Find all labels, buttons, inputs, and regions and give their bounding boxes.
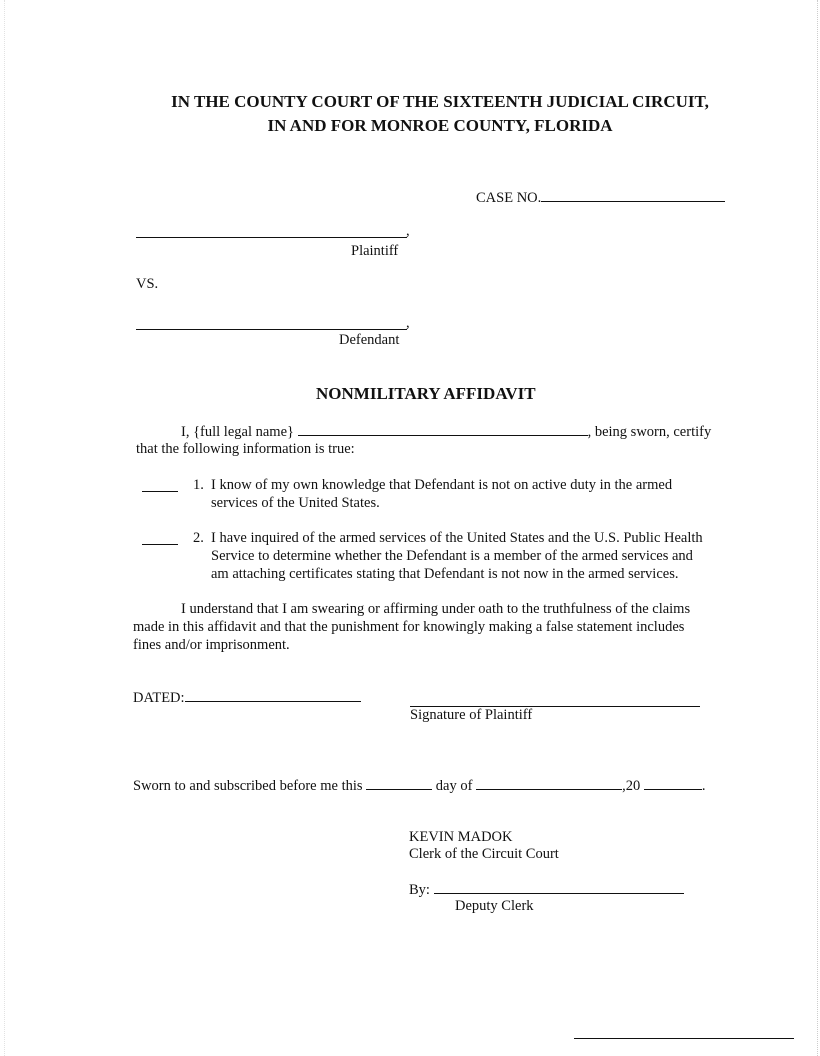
defendant-name-blank[interactable]	[136, 329, 407, 330]
full-legal-name-blank[interactable]	[298, 435, 588, 436]
signature-label: Signature of Plaintiff	[410, 707, 533, 723]
clerk-title: Clerk of the Circuit Court	[409, 846, 559, 862]
item-1-line1: I know of my own knowledge that Defendant is not on active duty in the armed	[211, 477, 673, 493]
intro-sentence	[181, 424, 711, 441]
by-field	[409, 882, 684, 899]
deputy-clerk-signature-blank[interactable]	[434, 893, 684, 894]
deputy-clerk-label: Deputy Clerk	[455, 898, 534, 914]
item-1-checkbox-blank[interactable]	[142, 491, 178, 492]
footer-rule	[574, 1038, 794, 1039]
dated-label: DATED:	[133, 690, 185, 706]
clerk-name: KEVIN MADOK	[409, 829, 513, 845]
document-title: NONMILITARY AFFIDAVIT	[316, 384, 536, 403]
scan-edge-left	[4, 0, 6, 1056]
plaintiff-name-blank[interactable]	[136, 237, 407, 238]
sworn-month-blank[interactable]	[476, 789, 622, 790]
sworn-day-blank[interactable]	[366, 789, 432, 790]
sworn-year-blank[interactable]	[644, 789, 702, 790]
item-1-number: 1.	[193, 477, 204, 493]
perjury-line2: made in this affidavit and that the punishment for knowingly making a false statement includes	[133, 619, 685, 635]
case-number-field	[476, 190, 725, 207]
item-2-checkbox-blank[interactable]	[142, 544, 178, 545]
intro-suffix: , being sworn, certify	[587, 424, 712, 440]
scan-edge-right	[816, 0, 818, 1056]
sworn-line	[133, 778, 705, 795]
perjury-line3: fines and/or imprisonment.	[133, 637, 290, 653]
defendant-label: Defendant	[339, 332, 400, 348]
perjury-line1: I understand that I am swearing or affirming under oath to the truthfulness of the claims	[181, 601, 691, 617]
versus-label: VS.	[136, 276, 159, 292]
intro-line2: that the following information is true:	[136, 441, 355, 457]
intro-prefix: I, {full legal name}	[181, 424, 294, 440]
by-label: By:	[409, 882, 430, 898]
item-1-line2: services of the United States.	[211, 495, 380, 511]
defendant-comma: ,	[406, 315, 410, 331]
item-2-line3: am attaching certificates stating that Defendant is not now in the armed services.	[211, 566, 679, 582]
item-2-number: 2.	[193, 530, 204, 546]
sworn-day-of: day of	[435, 778, 473, 794]
sworn-year-prefix: ,20	[622, 778, 641, 794]
court-heading-line2: IN AND FOR MONROE COUNTY, FLORIDA	[267, 116, 613, 135]
item-2-line1: I have inquired of the armed services of the United States and the U.S. Public Health	[211, 530, 703, 546]
sworn-prefix: Sworn to and subscribed before me this	[133, 778, 363, 794]
court-heading-line1: IN THE COUNTY COURT OF THE SIXTEENTH JUDICIAL CIRCUIT,	[171, 92, 709, 111]
item-2-line2: Service to determine whether the Defendant is a member of the armed services and	[211, 548, 693, 564]
case-number-label: CASE NO.	[476, 190, 542, 206]
dated-blank[interactable]	[185, 701, 361, 702]
plaintiff-comma: ,	[406, 223, 410, 239]
dated-field	[133, 690, 361, 707]
case-number-blank[interactable]	[541, 201, 725, 202]
sworn-period: .	[701, 778, 706, 794]
plaintiff-label: Plaintiff	[351, 243, 399, 259]
